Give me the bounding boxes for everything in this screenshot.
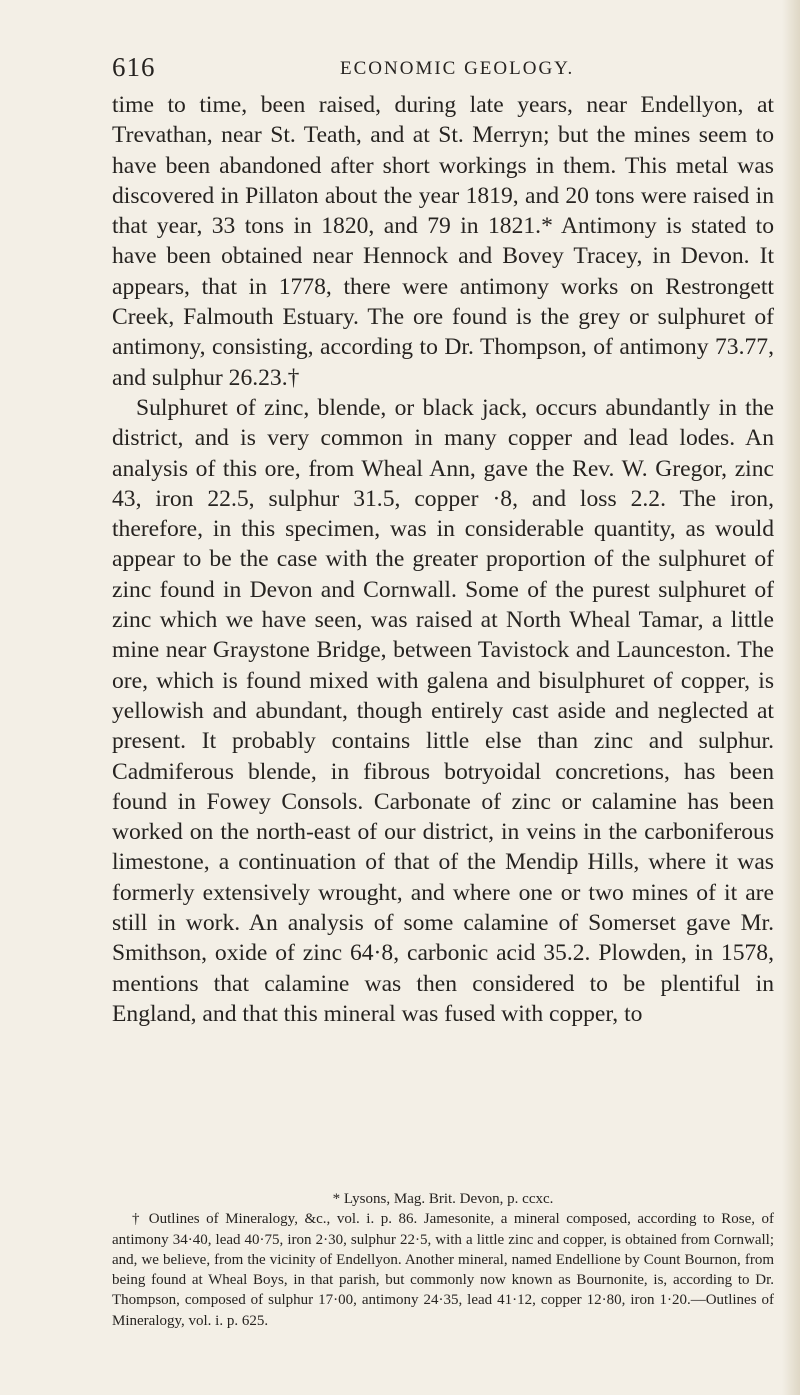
footnotes (112, 1189, 774, 1331)
footnote-lysons: * Lysons, Mag. Brit. Devon, p. ccxc. (332, 1191, 554, 1207)
page-header (112, 52, 772, 82)
running-head: ECONOMIC GEOLOGY. (340, 58, 575, 79)
footnote-outlines: † Outlines of Mineralogy, &c., vol. i. p. 86. Jamesonite, a mineral composed, according to Rose, of antimony 34·40, lead 40·75, iron 2·30, sulphur 22·5, with a little zinc and copper, is obtained from Cornwall; and, we believe, from the vicinity of Endellyon. Another mineral, named Endellione by Count Bournon, from being found at Wheal Boys, in that parish, but commonly now known as Bournonite, is, according to Dr. Thompson, composed of sulphur 17·00, antimony 24·35, lead 41·12, copper 12·80, iron 1·20.—Outlines of Mineralogy, vol. i. p. 625. (112, 1211, 774, 1329)
paragraph-zinc: Sulphuret of zinc, blende, or black jack, occurs abundantly in the district, and is very common in many copper and lead lodes. An analysis of this ore, from Wheal Ann, gave the Rev. W. Gregor, zinc 43, iron 22.5, sulphur 31.5, copper ·8, and loss 2.2. The iron, therefore, in this specimen, was in considerable quantity, as would appear to be the case with the greater proportion of the sulphuret of zinc found in Devon and Cornwall. Some of the purest sulphuret of zinc which we have seen, was raised at North Wheal Tamar, a little mine near Graystone Bridge, between Tavistock and Launceston. The ore, which is found mixed with galena and bisulphuret of copper, is yellowish and abundant, though entirely cast aside and neglected at present. It probably contains little else than zinc and sulphur. Cadmiferous blende, in fibrous botryoidal concretions, has been found in Fowey Consols. Carbonate of zinc or calamine has been worked on the north-east of our district, in veins in the carboniferous limestone, a continuation of that of the Mendip Hills, where it was formerly extensively wrought, and where one or two mines of it are still in work. An analysis of some calamine of Somerset gave Mr. Smithson, oxide of zinc 64·8, carbonic acid 35.2. Plowden, in 1578, mentions that calamine was then considered to be plentiful in England, and that this mineral was fused with copper, to (112, 394, 774, 1027)
page-edge-stain (782, 0, 800, 1395)
paragraph-antimony: time to time, been raised, during late years, near Endellyon, at Trevathan, near St. Teath, and at St. Merryn; but the mines seem to have been abandoned after short workings in them. This metal was discovered in Pillaton about the year 1819, and 20 tons were raised in that year, 33 tons in 1820, and 79 in 1821.* Antimony is stated to have been obtained near Hennock and Bovey Tracey, in Devon. It appears, that in 1778, there were antimony works on Restrongett Creek, Falmouth Estuary. The ore found is the grey or sulphuret of antimony, consisting, according to Dr. Thompson, of antimony 73.77, and sulphur 26.23.† (112, 92, 774, 391)
page-number: 616 (112, 52, 156, 82)
body-text (112, 90, 774, 1029)
